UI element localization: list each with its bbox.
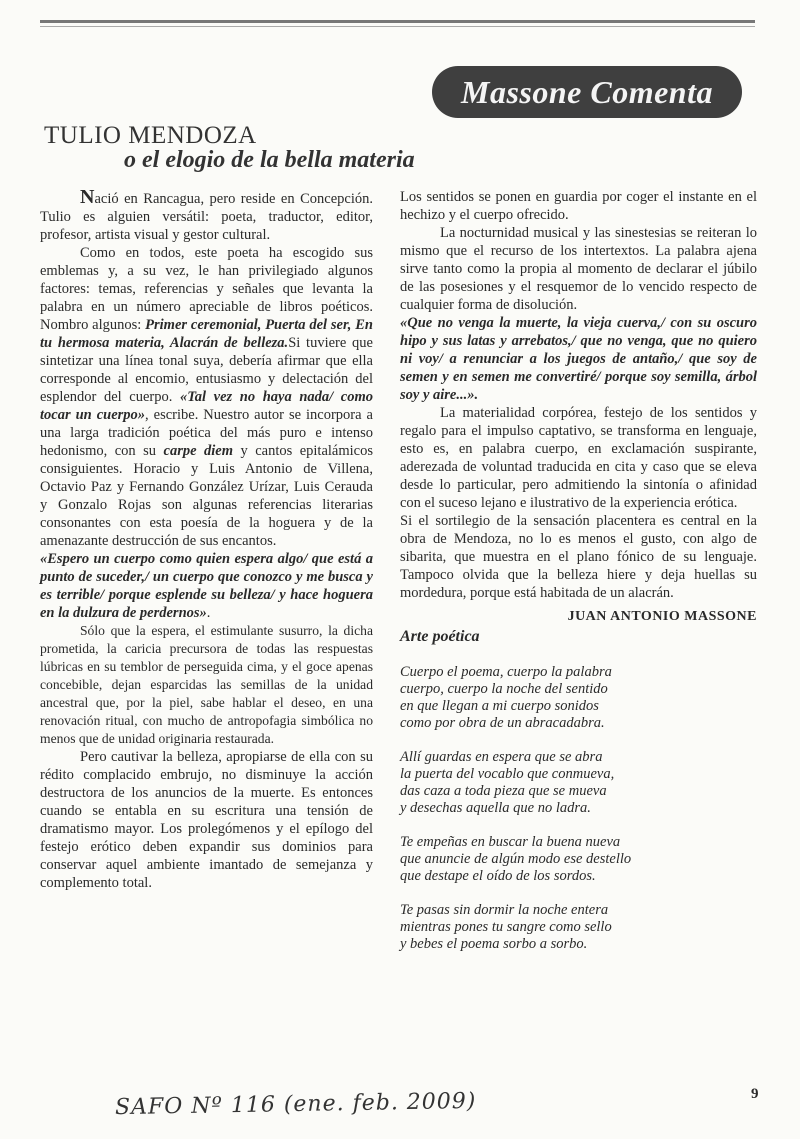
section-badge: Massone Comenta [432,66,742,118]
quote-block: «Espero un cuerpo como quien espera algo/ que está a punto de suceder,/ un cuerpo que conozco y me busca y es terrible/ porque esplende su belleza/ y hace hoguera en la dulzura de perdernos». [40,551,373,621]
drop-cap: N [80,186,95,208]
handwritten-note: SAFO Nº 116 (ene. feb. 2009) [114,1088,477,1121]
page-number: 9 [751,1086,759,1102]
paragraph: Nació en Rancagua, pero reside en Concepción. Tulio es alguien versátil: poeta, traductor, editor, profesor, artista visual y gestor cultural. [40,186,373,243]
paragraph: Pero cautivar la belleza, apropiarse de ella con su rédito complacido embrujo, no disminuye la acción destructora de los anuncios de la muerte. Es entonces cuando se entabla en su escritura una tensión de dramatismo mayor. Los prolegómenos y el epílogo del festejo erótico deben expandir sus dominios para conservar aquel ambiente imantado de semejanza y complemento total. [40,749,373,891]
article-title: TULIO MENDOZA [44,122,257,149]
column-right [400,188,757,970]
author-signature: JUAN ANTONIO MASSONE [567,609,757,624]
paragraph: Como en todos, este poeta ha escogido sus emblemas y, a su vez, le han privilegiado algunos factores: temas, referencias y señales que levanta la palabra en un número apreciable de libros poéticos. Nombro algunos: Primer ceremonial, Puerta del ser, En tu hermosa materia, Alacrán de belleza.Si tuviere que sintetizar una línea tonal suya, debería afirmar que ella corresponde al encomio, entusiasmo y delectación del esplendor del cuerpo. «Tal vez no haya nada/ como tocar un cuerpo», escribe. Nuestro autor se incorpora a una larga tradición poética del más puro e intenso hedonismo, con su carpe diem y cantos epitalámicos consiguientes. Horacio y Luis Antonio de Villena, Octavio Paz y Fernando González Urízar, Luis Cerauda y Gonzalo Rojas son algunas referencias literarias consonantes con esta poesía de la hoguera y de la amenazante destrucción de sus encantos. [40,245,373,549]
column-left [40,188,373,892]
top-rule [40,20,755,23]
article-subtitle: o el elogio de la bella materia [124,147,415,173]
paragraph: Si el sortilegio de la sensación placentera es central en la obra de Mendoza, no lo es menos el gusto, con algo de sibarita, que muestra en el plano fónico de su lenguaje. Tampoco olvida que la belleza hiere y deja huellas su mordedura, porque está habitada de un alacrán. [400,513,757,601]
paragraph: La materialidad corpórea, festejo de los sentidos y regalo para el impulso captativo, se transforma en lenguaje, esto es, en palabra cuerpo, en exclamación suspirante, aderezada de voluntad traducida en cita y caso que se eleva desde lo particular, pero admitiendo la sintonía o afinidad con el suceso lejano e ilustrativo de la experiencia erótica. [400,405,757,511]
paragraph: La nocturnidad musical y las sinestesias se reiteran lo mismo que el recurso de los intertextos. La palabra ajena sirve tanto como la propia al momento de declarar el júbilo de las posesiones y el resquemor de lo vencido respecto de cualquier forma de disolución. [400,225,757,313]
poem-title: Arte poética [400,628,480,645]
paragraph: Sólo que la espera, el estimulante susurro, la dicha prometida, la caricia precursora de todas las respuestas lúbricas en su temblor de perseguida cima, y el goce apenas concebible, dejan esparcidas las semillas de la unidad ancestral que, por la piel, sabe hablar el deseo, en una renovación ritual, con mucho de antropofagia simbólica no menos que de unidad originaria restaurada. [40,623,373,746]
poem-stanza: Cuerpo el poema, cuerpo la palabra cuerpo, cuerpo la noche del sentido en que llegan a mi cuerpo sonidos como por obra de un abracadabra. [400,664,612,731]
book-titles: Primer ceremonial, Puerta del ser, En tu hermosa materia, Alacrán de belleza. [40,317,373,351]
top-rule-thin [40,26,755,27]
quote-block: «Que no venga la muerte, la vieja cuerva,/ con su oscuro hipo y sus latas y arrebatos,/ que no venga, que no quiero ni voy/ a renunciar a los juegos de antaño,/ que soy de semen y en semen me convertiré/ porque soy semilla, árbol soy y aire...». [400,315,757,403]
paragraph: Los sentidos se ponen en guardia por coger el instante en el hechizo y el cuerpo ofrecido. [400,189,757,223]
poem-stanza: Te pasas sin dormir la noche entera mientras pones tu sangre como sello y bebes el poema sorbo a sorbo. [400,902,612,952]
inline-quote: «Tal vez no haya nada/ como tocar un cuerpo» [40,389,373,423]
poem-stanza: Te empeñas en buscar la buena nueva que anuncie de algún modo ese destello que destape el oído de los sordos. [400,834,632,884]
poem-stanza: Allí guardas en espera que se abra la puerta del vocablo que conmueva, das caza a toda pieza que se mueva y desechas aquella que no ladra. [400,749,615,816]
